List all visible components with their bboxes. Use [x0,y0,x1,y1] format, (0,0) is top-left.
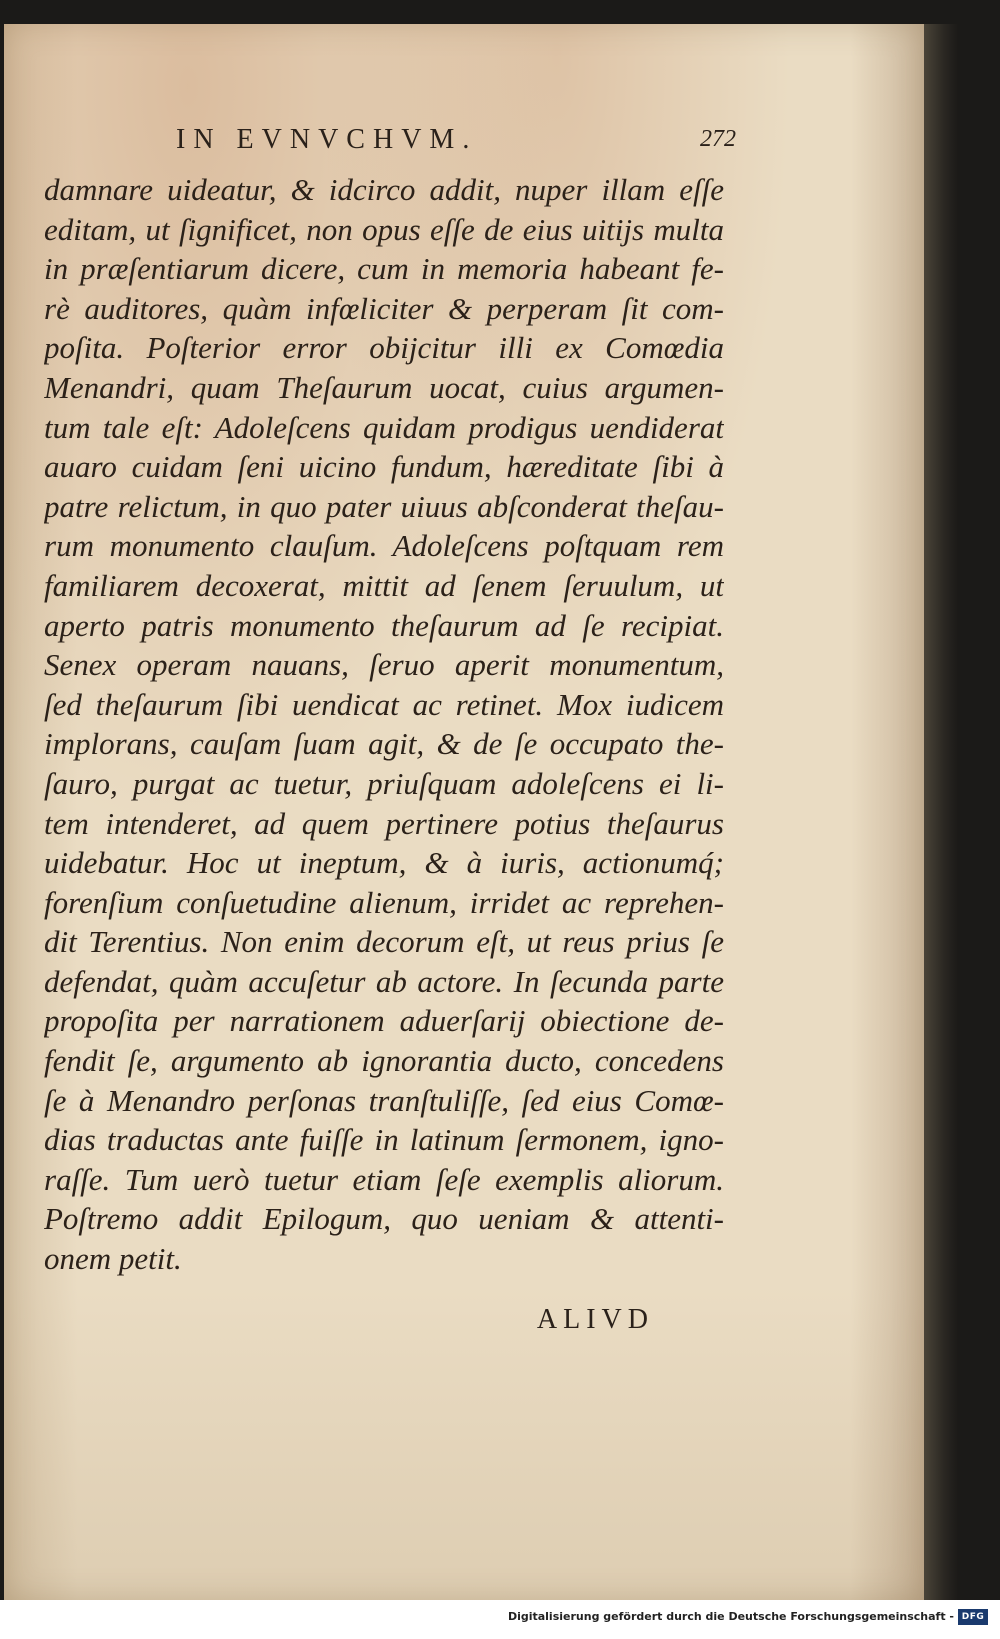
digitization-footer [0,1600,1000,1639]
catchword: ALIVD [536,1304,654,1335]
running-head [176,124,736,164]
text-line: damnare uideatur, & idcirco addit, nuper illam eſſe [44,172,724,207]
running-head-title: IN EVNVCHVM. [176,124,478,155]
page-number: 272 [700,126,736,152]
text-line: Menandri, quam Theſaurum uocat, cuius argumen- [44,369,724,405]
text-line: rum monumento clauſum. Adoleſcens poſtquam rem [44,528,724,564]
text-line: in præſentiarum dicere, cum in memoria habeant fe- [44,251,724,287]
text-line: Senex operam nauans, ſeruo aperit monumentum, [44,647,724,683]
text-line: uidebatur. Hoc ut ineptum, & à iuris, actionumq́; [44,845,724,881]
text-line: implorans, cauſam ſuam agit, & de ſe occupato the- [44,726,724,762]
text-line: auaro cuidam ſeni uicino fundum, hæreditate ſibi à [44,449,724,485]
dfg-logo: DFG [958,1609,988,1625]
text-line: rè auditores, quàm infœliciter & perperam ſit com- [44,290,724,326]
text-line: ſed theſaurum ſibi uendicat ac retinet. Mox iudicem [44,686,724,722]
book-page [4,24,924,1600]
text-line: aperto patris monumento theſaurum ad ſe recipiat. [44,607,724,643]
text-line: patre relictum, in quo pater uiuus abſconderat theſau- [44,488,724,524]
text-line: tum tale eſt: Adoleſcens quidam prodigus uendiderat [44,409,724,445]
text-line: ſe à Menandro perſonas tranſtuliſſe, ſed eius Comœ- [44,1082,724,1118]
text-line: fendit ſe, argumento ab ignorantia ducto, concedens [44,1043,724,1079]
text-line: familiarem decoxerat, mittit ad ſenem ſeruulum, ut [44,567,724,603]
text-line: Poſtremo addit Epilogum, quo ueniam & attenti- [44,1201,724,1237]
text-line: onem petit. [44,1241,182,1277]
text-line: dias traductas ante fuiſſe in latinum ſermonem, igno- [44,1122,724,1158]
text-line: tem intenderet, ad quem pertinere potius theſaurus [44,805,724,841]
text-line: forenſium conſuetudine alienum, irridet ac reprehen- [44,884,724,920]
text-line: raſſe. Tum uerò tuetur etiam ſeſe exemplis aliorum. [44,1161,724,1197]
text-line: editam, ut ſignificet, non opus eſſe de eius uitijs multa [44,211,724,247]
text-line: ſauro, purgat ac tuetur, priuſquam adoleſcens ei li- [44,765,724,801]
body-text [44,170,724,1279]
text-line: poſita. Poſterior error obijcitur illi ex Comœdia [44,330,724,366]
text-line: propoſita per narrationem aduerſarij obiectione de- [44,1003,724,1039]
text-line: defendat, quàm accuſetur ab actore. In ſecunda parte [44,963,724,999]
funding-credit: Digitalisierung gefördert durch die Deutsche Forschungsgemeinschaft - [507,1610,954,1623]
text-line: dit Terentius. Non enim decorum eſt, ut reus prius ſe [44,924,724,960]
page-edge-shadow [924,24,958,1600]
